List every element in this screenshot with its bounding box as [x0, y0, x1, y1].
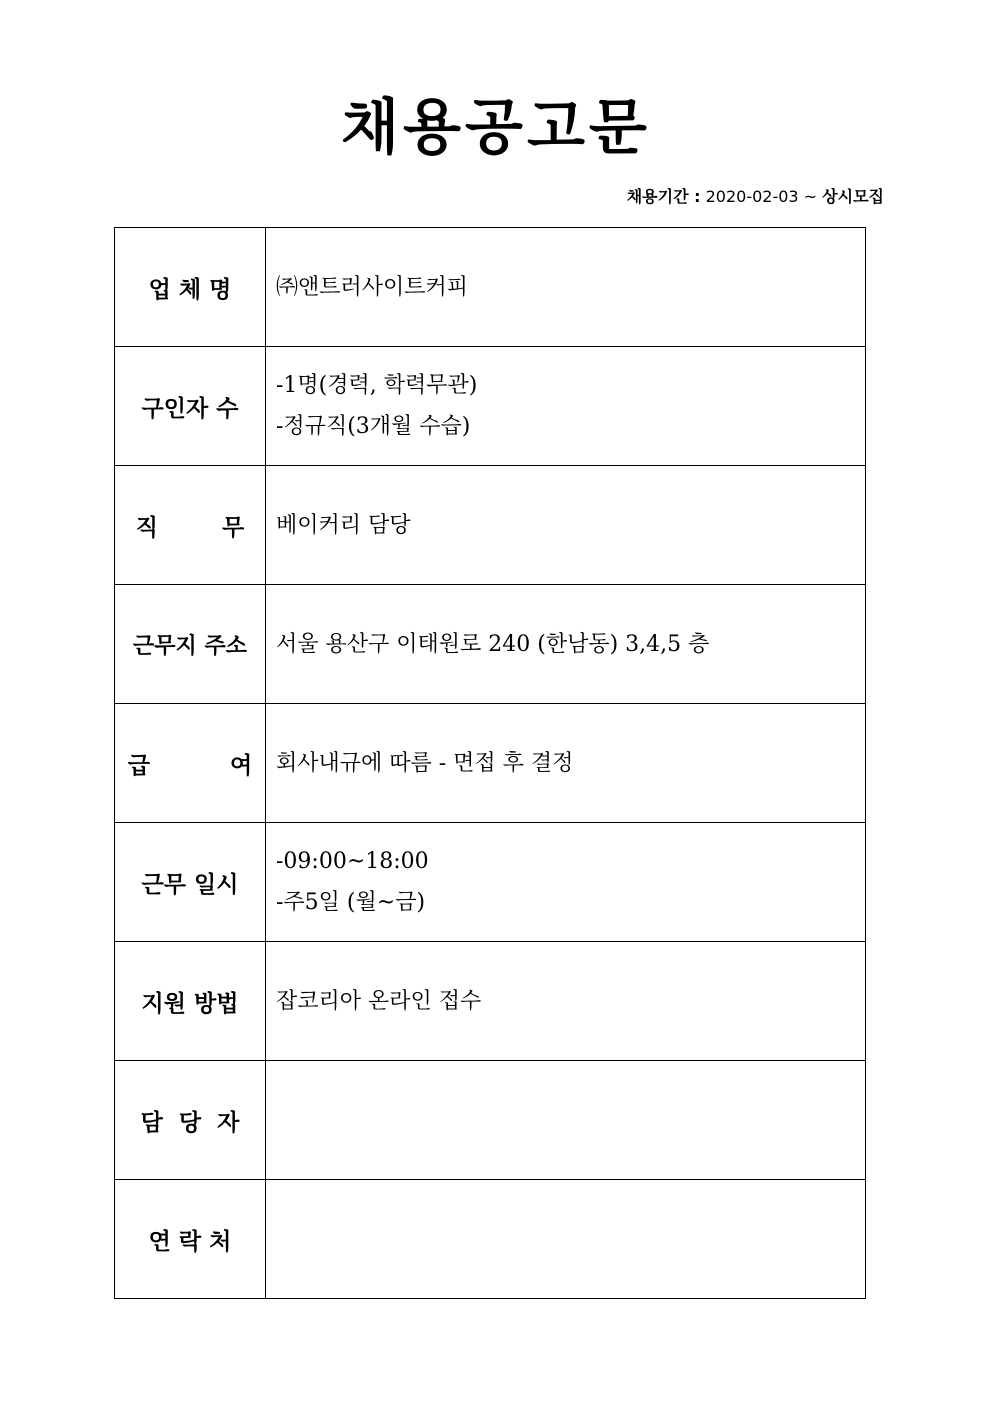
salary-line: 회사내규에 따름 - 면접 후 결정 [276, 750, 574, 776]
address-label: 근무지 주소 [115, 585, 266, 704]
company-value [266, 228, 866, 347]
period-range: 2020-02-03 ~ [705, 187, 818, 206]
job-info-table [114, 227, 866, 1299]
contact-label: 연 락 처 [115, 1180, 266, 1299]
hours-line-2: -주5일 (월~금) [276, 890, 426, 915]
contact-value [266, 1180, 866, 1299]
page-title: 채용공고문 [341, 93, 651, 163]
apply-line: 잡코리아 온라인 접수 [276, 988, 482, 1014]
duty-label: 직 무 [115, 466, 266, 585]
headcount-value [266, 347, 866, 466]
apply-value [266, 942, 866, 1061]
duty-value [266, 466, 866, 585]
salary-value [266, 704, 866, 823]
row-hours [115, 823, 866, 942]
headcount-line-1: -1명(경력, 학력무관) [276, 373, 478, 398]
company-line: ㈜앤트러사이트커피 [276, 274, 469, 300]
period-end: 상시모집 [822, 187, 884, 206]
row-manager [115, 1061, 866, 1180]
company-label: 업 체 명 [115, 228, 266, 347]
row-address [115, 585, 866, 704]
headcount-line-2: -정규직(3개월 수습) [276, 414, 471, 439]
salary-label: 급 여 [115, 704, 266, 823]
row-duty [115, 466, 866, 585]
hours-value [266, 823, 866, 942]
headcount-label: 구인자 수 [115, 347, 266, 466]
address-line: 서울 용산구 이태원로 240 (한남동) 3,4,5 층 [276, 631, 710, 657]
row-apply [115, 942, 866, 1061]
row-contact [115, 1180, 866, 1299]
row-salary [115, 704, 866, 823]
manager-label: 담 당 자 [115, 1061, 266, 1180]
hours-line-1: -09:00~18:00 [276, 849, 429, 874]
row-headcount [115, 347, 866, 466]
recruitment-period [627, 184, 884, 210]
hours-label: 근무 일시 [115, 823, 266, 942]
row-company [115, 228, 866, 347]
duty-line: 베이커리 담당 [276, 512, 411, 538]
period-label: 채용기간 : [626, 187, 701, 206]
address-value [266, 585, 866, 704]
manager-value [266, 1061, 866, 1180]
apply-label: 지원 방법 [115, 942, 266, 1061]
